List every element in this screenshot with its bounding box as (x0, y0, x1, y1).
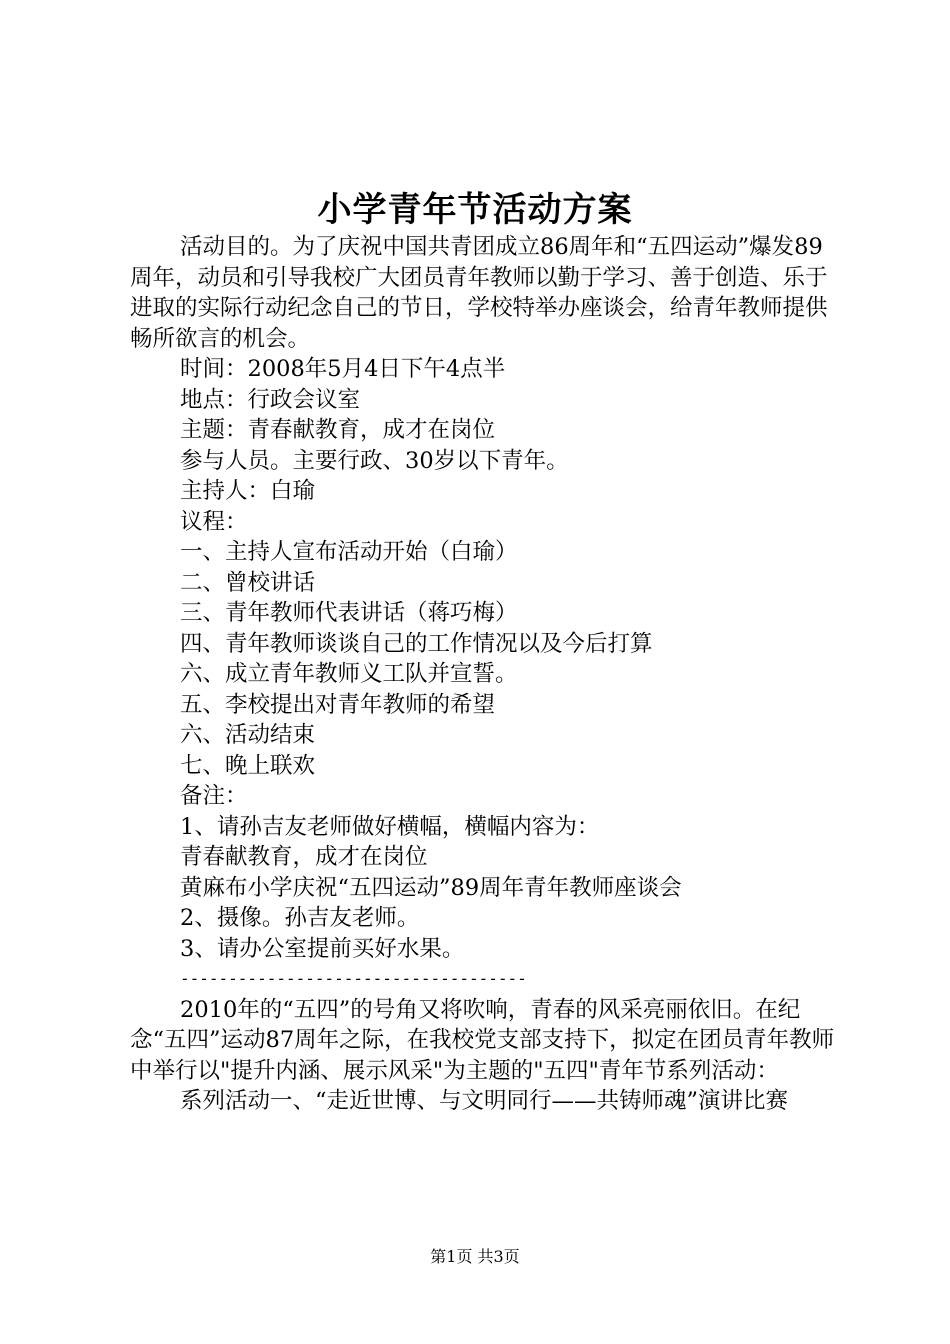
notes-heading: 备注： (180, 783, 248, 809)
document-title: 小学青年节活动方案 (317, 190, 633, 230)
agenda-item: 六、成立青年教师义工队并宣誓。 (180, 661, 518, 687)
participants-line: 参与人员。主要行政、30岁以下青年。 (180, 447, 569, 474)
series-activity-paragraph: 系列活动一、“走近世博、与文明同行——共铸师魂”演讲比赛 (180, 1088, 789, 1114)
agenda-item: 七、晚上联欢 (180, 752, 316, 779)
separator-line: ------------------------------------ (180, 969, 527, 988)
note-item: 1、请孙吉友老师做好横幅，横幅内容为： (180, 813, 600, 840)
note-item: 3、请办公室提前买好水果。 (180, 935, 465, 962)
agenda-item: 六、活动结束 (180, 722, 316, 748)
agenda-item: 二、曾校讲话 (180, 569, 316, 596)
intro-paragraph: 活动目的。为了庆祝中国共青团成立86周年和“五四运动”爆发89周年，动员和引导我校广大团员青年教师以勤于学习、善于创造、乐于进取的实际行动纪念自己的节日，学校特举办座谈会，给青年教师提供畅所欲言的机会。 (130, 234, 828, 352)
agenda-item: 一、主持人宣布活动开始（白瑜） (180, 539, 518, 565)
theme-line: 主题：青春献教育，成才在岗位 (180, 417, 496, 443)
banner-text-line: 黄麻布小学庆祝“五四运动”89周年青年教师座谈会 (180, 874, 682, 901)
agenda-heading: 议程： (180, 508, 248, 535)
time-line: 时间：2008年5月4日下午4点半 (180, 356, 506, 382)
host-line: 主持人：白瑜 (180, 478, 316, 504)
agenda-item: 三、青年教师代表讲话（蒋巧梅） (180, 600, 518, 626)
agenda-item: 四、青年教师谈谈自己的工作情况以及今后打算 (180, 630, 653, 657)
paragraph-2010: 2010年的“五四”的号角又将吹响，青春的风采亮丽依旧。在纪念“五四”运动87周年之际，在我校党支部支持下，拟定在团员青年教师中举行以"提升内涵、展示风采"为主题的"五四"青年节系列活动： (130, 996, 835, 1084)
banner-text-line: 青春献教育，成才在岗位 (180, 844, 428, 870)
note-item: 2、摄像。孙吉友老师。 (180, 905, 420, 931)
location-line: 地点：行政会议室 (180, 386, 361, 413)
agenda-item: 五、李校提出对青年教师的希望 (180, 691, 496, 718)
document-body (130, 232, 840, 1117)
page-footer: 第1页 共3页 (430, 1247, 520, 1266)
